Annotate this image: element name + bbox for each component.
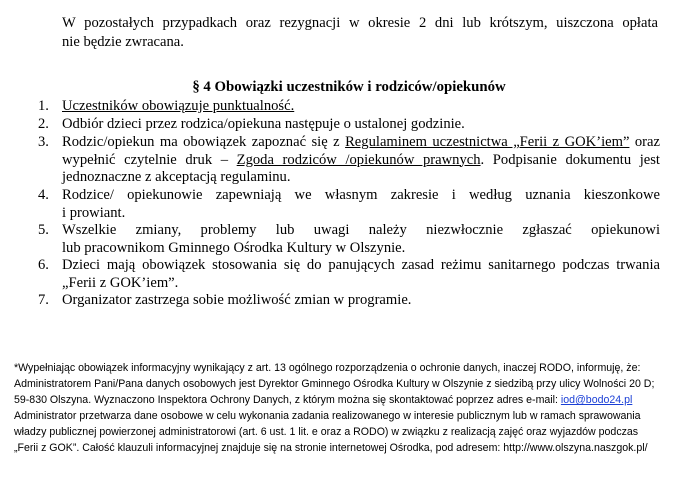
list-item-text [62,98,660,116]
footnote-line: „Ferii z GOK”. Całość klauzuli informacyjnej znajduje się na stronie internetowej Ośrodka, pod adresem: http://www.olszyna.naszgok.pl/ [14,442,648,454]
list-number: 6. [38,257,49,273]
underlined-text: Uczestników obowiązuje punktualność. [62,98,295,114]
list-number: 7. [38,292,49,308]
item-line [62,134,660,152]
consent-form-link[interactable]: Zgoda rodziców /opiekunów prawnych [236,151,481,168]
regulations-link[interactable]: Regulaminem uczestnictwa „Ferii z GOK’iem” [345,134,630,150]
intro-paragraph [62,14,658,52]
list-item-text: Odbiór dzieci przez rodzica/opiekuna następuje o ustalonej godzinie. [62,116,465,132]
footnote-line: Administrator przetwarza dane osobowe w celu wykonania zadania realizowanego w interesie publicznym lub w ramach sprawowania [14,410,641,422]
gdpr-footnote [14,360,666,456]
footnote-line: władzy publicznej powierzonej administratorowi (art. 6 ust. 1 lit. e oraz a RODO) w związku z realizacją zajęć oraz wyjazdów podczas [14,426,639,438]
text-fragment: . Podpisanie dokumentu jest [480,151,660,168]
section-heading: § 4 Obowiązki uczestników i rodziców/opiekunów [192,79,506,95]
text-fragment: Rodzic/opiekun ma obowiązek zapoznać się z [62,134,346,150]
list-number: 3. [38,134,49,150]
footnote-line: *Wypełniając obowiązek informacyjny wynikający z art. 13 ogólnego rozporządzenia o ochronie danych, inaczej RODO, informuję, że: [14,362,641,374]
item-line: jednoznaczne z akceptacją regulaminu. [62,169,291,185]
item-line: Rodzice/ opiekunowie zapewniają we własnym zakresie i według uznania kieszonkowe [62,187,660,203]
list-number: 2. [38,116,49,132]
intro-line-1: W pozostałych przypadkach oraz rezygnacji w okresie 2 dni lub krótszym, uiszczona opłata [62,15,658,31]
list-item-text [62,134,660,187]
email-link[interactable]: iod@bodo24.pl [560,394,633,406]
list-number: 4. [38,187,49,203]
item-line: Wszelkie zmiany, problemy lub uwagi należy niezwłocznie zgłaszać opiekunowi [62,222,660,238]
list-item-text [62,257,660,292]
item-line: lub pracownikom Gminnego Ośrodka Kultury w Olszynie. [62,239,406,256]
list-number: 5. [38,222,49,238]
item-line [62,152,660,170]
list-item-text [62,222,660,257]
list-item-text: Organizator zastrzega sobie możliwość zmian w programie. [62,292,412,308]
item-line: i prowiant. [62,204,126,221]
text-fragment: oraz [629,134,660,150]
text-fragment: wypełnić czytelnie druk – [62,151,237,168]
text-fragment: 59-830 Olszyna. Wyznaczono Inspektora Ochrony Danych, z którym można się skontaktować poprzez adres e-mail: [14,394,561,406]
footnote-line [14,392,666,408]
item-line: Dzieci mają obowiązek stosowania się do panujących zasad reżimu sanitarnego podczas trwania [62,257,660,273]
intro-line-2: nie będzie zwracana. [62,34,184,50]
footnote-line: Administratorem Pani/Pana danych osobowych jest Dyrektor Gminnego Ośrodka Kultury w Olszynie z siedzibą przy ulicy Wolności 20 D; [14,378,655,390]
list-item-text [62,187,660,222]
item-line: „Ferii z GOK’iem”. [62,274,179,291]
list-number: 1. [38,98,49,114]
